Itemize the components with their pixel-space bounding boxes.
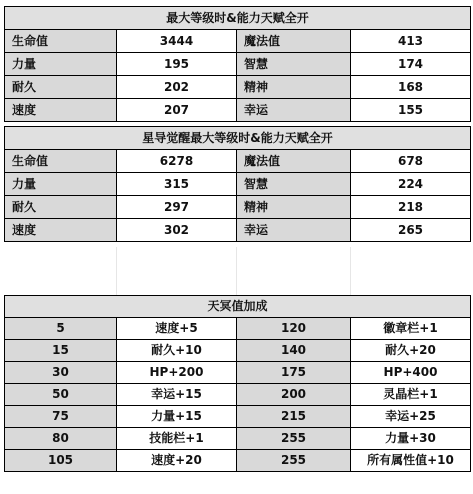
bonus-effect: 速度+5 [117, 318, 237, 340]
threshold-value: 175 [237, 362, 351, 384]
stat-value: 315 [117, 173, 237, 196]
table-row [5, 150, 471, 173]
stat-value: 6278 [117, 150, 237, 173]
stat-label: 魔法值 [237, 150, 351, 173]
awakened-max-level-stats-table [4, 126, 471, 242]
stat-value: 678 [351, 150, 471, 173]
stat-label: 精神 [237, 76, 351, 99]
stat-label: 力量 [5, 53, 117, 76]
stat-label: 力量 [5, 173, 117, 196]
stat-value: 302 [117, 219, 237, 242]
stat-value: 297 [117, 196, 237, 219]
max-level-stats-table [4, 6, 471, 122]
stat-label: 速度 [5, 99, 117, 122]
bonus-effect: 灵晶栏+1 [351, 384, 471, 406]
table-title: 星导觉醒最大等级时&能力天赋全开 [5, 127, 471, 150]
stat-label: 魔法值 [237, 30, 351, 53]
table-row [5, 76, 471, 99]
bonus-effect: 技能栏+1 [117, 428, 237, 450]
stat-label: 耐久 [5, 196, 117, 219]
threshold-value: 5 [5, 318, 117, 340]
table-row [5, 99, 471, 122]
bonus-effect: HP+400 [351, 362, 471, 384]
stat-value: 413 [351, 30, 471, 53]
threshold-value: 120 [237, 318, 351, 340]
threshold-value: 255 [237, 428, 351, 450]
stat-label: 速度 [5, 219, 117, 242]
threshold-value: 15 [5, 340, 117, 362]
stat-label: 智慧 [237, 53, 351, 76]
stat-value: 207 [117, 99, 237, 122]
stat-label: 智慧 [237, 173, 351, 196]
bonus-effect: 力量+30 [351, 428, 471, 450]
table-row [5, 384, 471, 406]
threshold-value: 80 [5, 428, 117, 450]
stat-label: 精神 [237, 196, 351, 219]
bonus-effect: 耐久+10 [117, 340, 237, 362]
table-row [5, 53, 471, 76]
table-row [5, 219, 471, 242]
bonus-effect: 力量+15 [117, 406, 237, 428]
table-row [5, 196, 471, 219]
threshold-value: 215 [237, 406, 351, 428]
bonus-effect: 所有属性值+10 [351, 450, 471, 472]
tianming-bonus-table [4, 295, 471, 472]
stat-label: 生命值 [5, 150, 117, 173]
table-row [5, 340, 471, 362]
stat-value: 3444 [117, 30, 237, 53]
stat-value: 195 [117, 53, 237, 76]
bonus-effect: HP+200 [117, 362, 237, 384]
stat-label: 耐久 [5, 76, 117, 99]
table-row [5, 362, 471, 384]
stat-value: 224 [351, 173, 471, 196]
table-row [5, 318, 471, 340]
table-row [5, 450, 471, 472]
bonus-effect: 徽章栏+1 [351, 318, 471, 340]
threshold-value: 255 [237, 450, 351, 472]
stat-label: 幸运 [237, 219, 351, 242]
spacer-gridlines [4, 247, 470, 295]
stat-label: 生命值 [5, 30, 117, 53]
bonus-effect: 耐久+20 [351, 340, 471, 362]
table-row [5, 30, 471, 53]
threshold-value: 200 [237, 384, 351, 406]
stat-value: 155 [351, 99, 471, 122]
bonus-effect: 幸运+15 [117, 384, 237, 406]
table-row [5, 173, 471, 196]
table-row [5, 428, 471, 450]
table-title: 天冥值加成 [5, 296, 471, 318]
threshold-value: 50 [5, 384, 117, 406]
threshold-value: 140 [237, 340, 351, 362]
stat-value: 202 [117, 76, 237, 99]
stat-value: 265 [351, 219, 471, 242]
stat-value: 218 [351, 196, 471, 219]
stat-value: 168 [351, 76, 471, 99]
threshold-value: 30 [5, 362, 117, 384]
threshold-value: 75 [5, 406, 117, 428]
table-title: 最大等级时&能力天赋全开 [5, 7, 471, 30]
table-row [5, 406, 471, 428]
stat-value: 174 [351, 53, 471, 76]
bonus-effect: 幸运+25 [351, 406, 471, 428]
threshold-value: 105 [5, 450, 117, 472]
bonus-effect: 速度+20 [117, 450, 237, 472]
stat-label: 幸运 [237, 99, 351, 122]
